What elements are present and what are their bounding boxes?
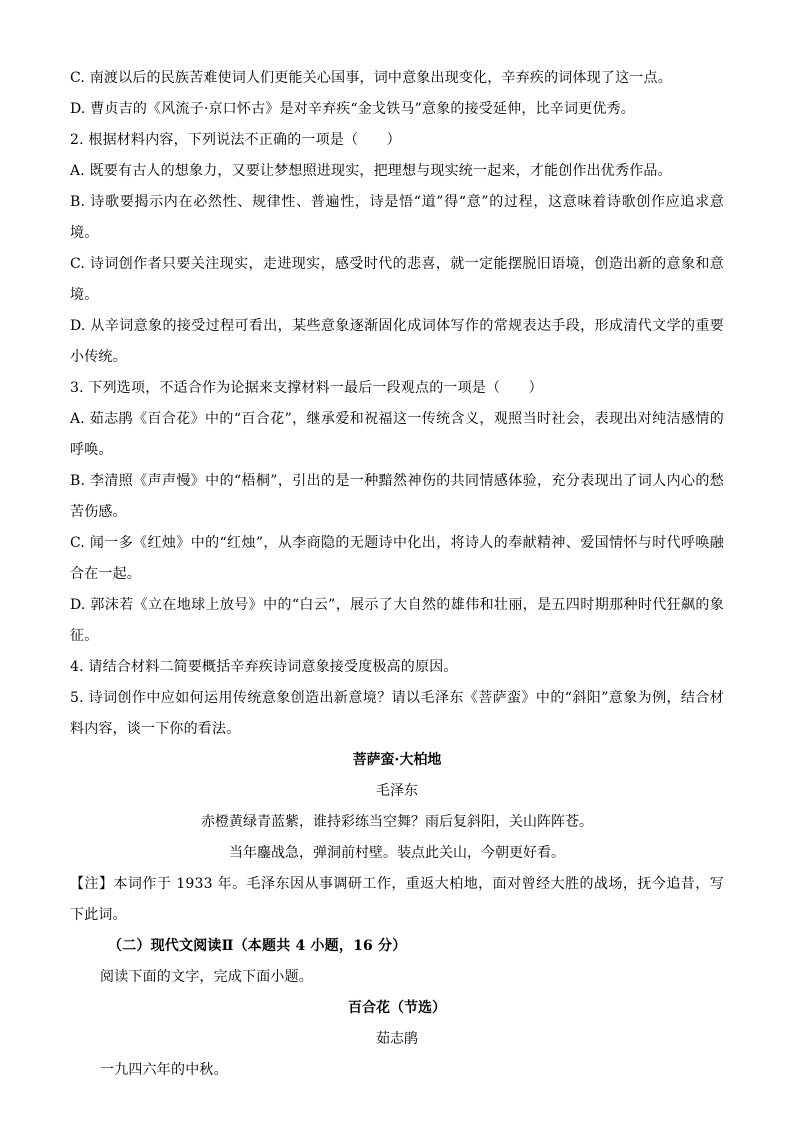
poem-note: 【注】本词作于 1933 年。毛泽东因从事调研工作，重返大柏地，面对曾经大胜的战场，抚今追昔，写下此词。 <box>70 876 724 923</box>
poem-author: 毛泽东 <box>376 783 418 799</box>
q2-option-b: B. 诗歌要揭示内在必然性、规律性、普遍性，诗是悟“道”得“意”的过程，这意味着诗歌创作应追求意境。 <box>70 194 724 241</box>
q3-option-d: D. 郭沫若《立在地球上放号》中的“白云”，展示了大自然的雄伟和壮丽，是五四时期那种时代狂飙的象征。 <box>70 597 724 644</box>
section-instruction: 阅读下面的文字，完成下面小题。 <box>100 969 313 985</box>
section-heading: （二）现代文阅读Ⅱ（本题共 4 小题，16 分） <box>108 938 407 954</box>
text-author: 茹志鹃 <box>376 1031 418 1047</box>
poem-line-1: 赤橙黄绿青蓝紫，谁持彩练当空舞？雨后复斜阳，关山阵阵苍。 <box>201 814 593 830</box>
q1-option-c: C. 南渡以后的民族苦难使词人们更能关心国事，词中意象出现变化，辛弃疾的词体现了这一点。 <box>70 70 672 86</box>
q3-option-c: C. 闻一多《红烛》中的“红烛”，从李商隐的无题诗中化出，将诗人的奉献精神、爱国情怀与时代呼唤融合在一起。 <box>70 535 724 582</box>
q2-option-d: D. 从辛词意象的接受过程可看出，某些意象逐渐固化成词体写作的常规表达手段，形成清代文学的重要小传统。 <box>70 318 724 365</box>
poem-line-2: 当年鏖战急，弹洞前村壁。装点此关山，今朝更好看。 <box>229 845 565 861</box>
q2-stem: 2. 根据材料内容，下列说法不正确的一项是（ ） <box>70 132 401 148</box>
q2-option-c: C. 诗词创作者只要关注现实，走进现实，感受时代的悲喜，就一定能摆脱旧语境，创造出新的意象和意境。 <box>70 256 724 303</box>
q4-stem: 4. 请结合材料二简要概括辛弃疾诗词意象接受度极高的原因。 <box>70 659 458 675</box>
q2-option-a: A. 既要有古人的想象力，又要让梦想照进现实，把理想与现实统一起来，才能创作出优秀作品。 <box>70 163 672 179</box>
q1-option-d: D. 曹贞吉的《风流子·京口怀古》是对辛弃疾“金戈铁马”意象的接受延伸，比辛词更优秀。 <box>70 101 635 117</box>
q3-option-b: B. 李清照《声声慢》中的“梧桐”，引出的是一种黯然神伤的共同情感体验，充分表现出了词人内心的愁苦伤感。 <box>70 473 724 520</box>
text-title: 百合花（节选） <box>348 1000 446 1016</box>
q5-stem: 5. 诗词创作中应如何运用传统意象创造出新意境？请以毛泽东《菩萨蛮》中的“斜阳”意象为例，结合材料内容，谈一下你的看法。 <box>70 690 724 737</box>
q3-option-a: A. 茹志鹃《百合花》中的“百合花”，继承爱和祝福这一传统含义，观照当时社会，表现出对纯洁感情的呼唤。 <box>70 411 724 458</box>
text-first-line: 一九四六年的中秋。 <box>100 1062 228 1078</box>
poem-title: 菩萨蛮·大柏地 <box>352 752 442 768</box>
q3-stem: 3. 下列选项，不适合作为论据来支撑材料一最后一段观点的一项是（ ） <box>70 380 543 396</box>
